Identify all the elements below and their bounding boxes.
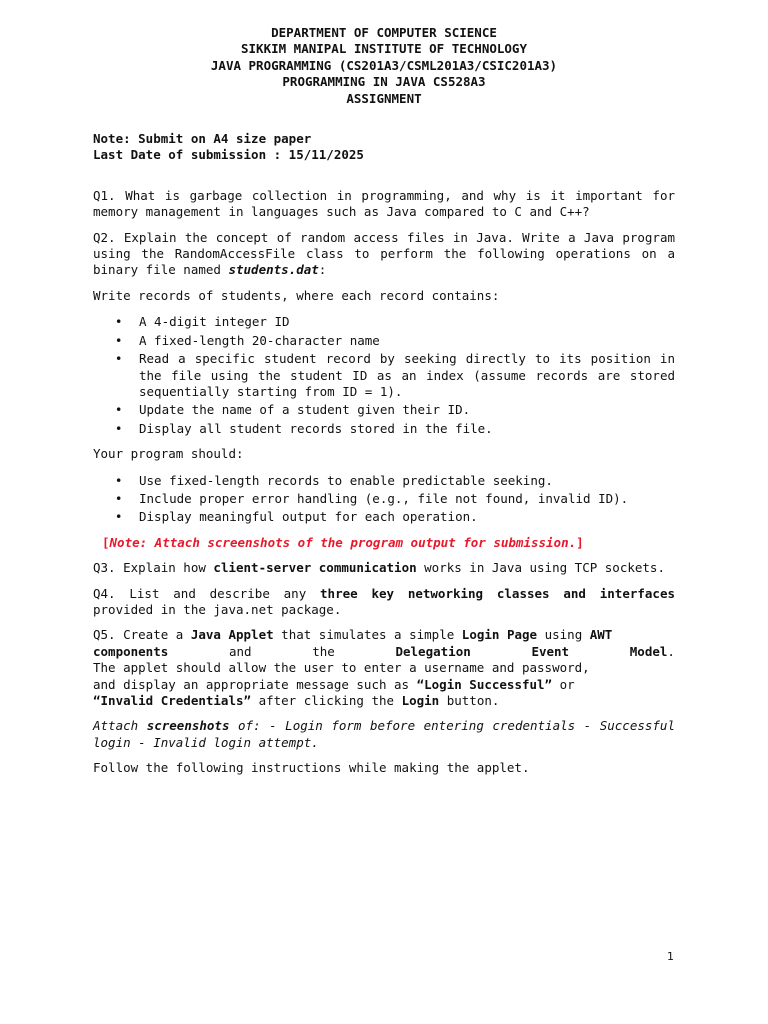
question-3 (93, 560, 675, 576)
note-bracket-open: [ (102, 534, 110, 550)
q4-bold: three key networking classes and interfaces (320, 585, 675, 601)
q5-line-2 (93, 644, 675, 660)
record-fields-list (93, 314, 675, 437)
q5-bold: Delegation (395, 643, 471, 659)
institute-line: SIKKIM MANIPAL INSTITUTE OF TECHNOLOGY (241, 41, 527, 57)
attach-text: Attach (93, 718, 147, 734)
follow-instructions: Follow the following instructions while making the applet. (93, 760, 530, 776)
q4-text-end: provided in the java.net package. (93, 601, 342, 617)
q5-bold: Model (629, 643, 668, 659)
q3-text: Q3. Explain how (93, 560, 214, 576)
list-item: • Use fixed-length records to enable predictable seeking. (93, 473, 675, 489)
q5-text: or (552, 676, 575, 692)
department-line: DEPARTMENT OF COMPUTER SCIENCE (271, 25, 497, 40)
page-content (93, 25, 675, 777)
q5-bold: Login (401, 693, 440, 708)
q3-text-end: works in Java using TCP sockets. (416, 560, 665, 576)
q5-text: and display an appropriate message such as (93, 676, 417, 692)
question-2-intro (93, 230, 675, 279)
q2-colon: : (318, 262, 327, 278)
records-intro: Write records of students, where each record contains: (93, 287, 500, 303)
attach-screenshots-note (93, 718, 675, 751)
q5-line-4 (93, 677, 675, 693)
q5-text: and (228, 643, 252, 659)
note-bracket-close: ] (576, 534, 584, 550)
attach-text-end: of: - Login form before entering credentials - Successful login - Invalid login attempt. (93, 718, 675, 750)
list-item: • Update the name of a student given their ID. (93, 402, 675, 418)
question-1: Q1. What is garbage collection in programming, and why is it important for memory management in languages such as Java compared to C and C++? (93, 187, 675, 220)
q5-bold: Java Applet (190, 627, 274, 643)
paper-note: Note: Submit on A4 size paper (93, 131, 312, 147)
q5-text: Q5. Create a (93, 627, 191, 643)
q5-line-3: The applet should allow the user to enter a username and password, (93, 660, 590, 676)
deadline-note: Last Date of submission : 15/11/2025 (93, 147, 364, 163)
q3-bold: client-server communication (213, 560, 417, 576)
list-item: • A 4-digit integer ID (93, 314, 675, 330)
list-item: • A fixed-length 20-character name (93, 333, 675, 349)
q5-text: button. (439, 693, 500, 708)
program-should-intro: Your program should: (93, 446, 244, 462)
course-code-line: PROGRAMMING IN JAVA CS528A3 (282, 74, 486, 90)
assignment-title: ASSIGNMENT (346, 90, 422, 106)
program-requirements-list (93, 473, 675, 526)
q2-filename: students.dat (228, 262, 319, 278)
q5-bold: components (93, 643, 169, 659)
list-item: • Display meaningful output for each operation. (93, 509, 675, 525)
q5-line-1 (93, 627, 675, 643)
q5-text: the (312, 643, 335, 659)
q5-text: after clicking the (251, 693, 402, 708)
list-item: • Read a specific student record by seeking directly to its position in the file using the student ID as an index (assume records are stored sequentially starting from ID = 1). (93, 351, 675, 400)
submission-notes (93, 131, 675, 164)
document-header (93, 25, 675, 107)
question-5 (93, 627, 675, 709)
q5-bold: “Login Successful” (416, 676, 553, 692)
q5-bold: AWT (589, 627, 613, 643)
note-text: Note: Attach screenshots of the program output for submission. (109, 534, 577, 550)
q5-line-5 (93, 693, 675, 709)
question-4 (93, 586, 675, 619)
course-line: JAVA PROGRAMMING (CS201A3/CSML201A3/CSIC201A3) (210, 57, 558, 73)
q5-bold: Login Page (461, 627, 538, 643)
q4-text: Q4. List and describe any (93, 585, 321, 601)
q5-text: that simulates a simple (273, 627, 462, 643)
screenshot-note (93, 535, 675, 551)
page-number: 1 (667, 950, 674, 963)
q5-text: using (537, 627, 590, 643)
q5-text: . (667, 643, 675, 659)
q5-bold: “Invalid Credentials” (93, 693, 252, 708)
list-item: • Display all student records stored in the file. (93, 421, 675, 437)
list-item: • Include proper error handling (e.g., file not found, invalid ID). (93, 491, 675, 507)
q5-bold: Event (531, 643, 570, 659)
attach-bold: screenshots (146, 718, 230, 734)
q2-text: Q2. Explain the concept of random access files in Java. Write a Java program using the RandomAccessFile class to perform the following operations on a binary file named (93, 229, 675, 278)
q5-model (630, 644, 675, 660)
